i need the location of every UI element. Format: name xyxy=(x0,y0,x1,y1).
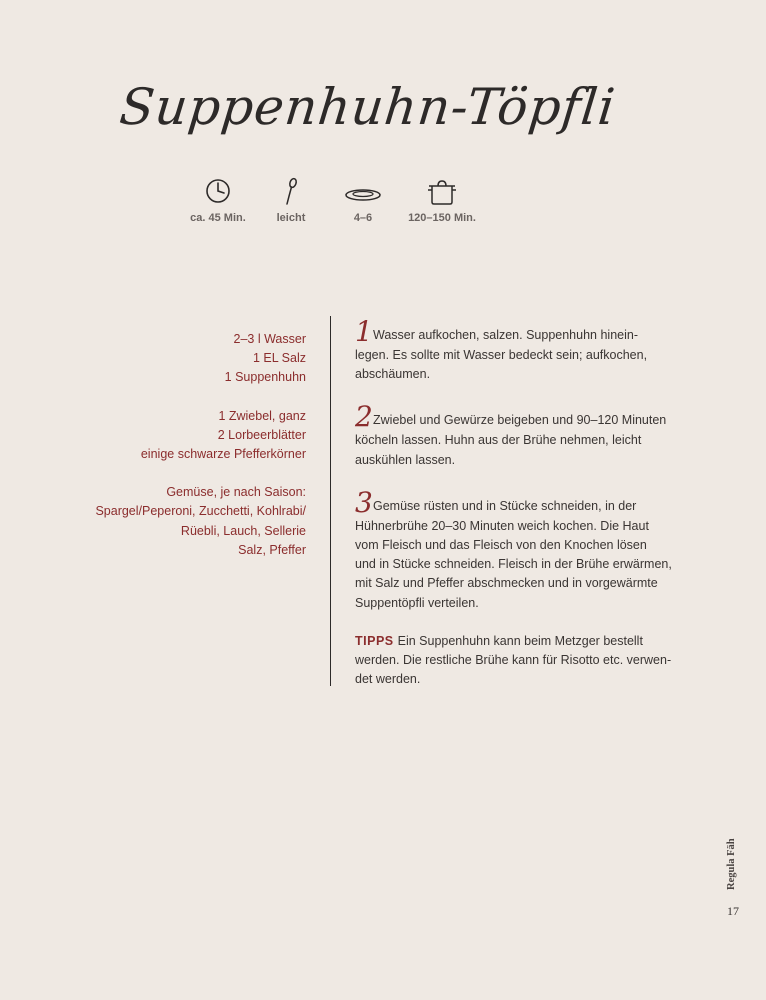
ingredient-group xyxy=(46,330,306,388)
step-number: 1 xyxy=(355,315,373,348)
tips-text: werden. Die restliche Brühe kann für Risotto etc. verwen- xyxy=(355,653,672,668)
step-3 xyxy=(355,485,695,613)
step-number: 3 xyxy=(355,485,373,519)
step-text: Suppentöpfli verteilen. xyxy=(355,595,479,610)
step-text: Hühnerbrühe 20–30 Minuten weich kochen. Die Haut xyxy=(355,518,649,533)
step-2 xyxy=(355,400,695,469)
tips-text: det werden. xyxy=(355,672,421,687)
step-text: Gemüse rüsten und in Stücke schneiden, in der xyxy=(373,498,637,513)
step-text: und in Stücke schneiden. Fleisch in der Brühe erwärmen, xyxy=(355,557,672,572)
step-text: köcheln lassen. Huhn aus der Brühe nehmen, leicht xyxy=(355,433,642,448)
plate-icon xyxy=(343,176,383,206)
ingredient: Rüebli, Lauch, Sellerie xyxy=(180,523,306,538)
step-1 xyxy=(355,315,695,384)
ingredient: 1 Zwiebel, ganz xyxy=(218,408,306,423)
step-text: auskühlen lassen. xyxy=(355,452,456,467)
meta-time-label: ca. 45 Min. xyxy=(190,212,246,224)
step-number: 2 xyxy=(355,400,373,434)
spoon-icon xyxy=(276,176,306,206)
clock-icon xyxy=(203,176,233,206)
meta-difficulty-label: leicht xyxy=(276,212,306,224)
meta-servings-label: 4–6 xyxy=(353,212,373,224)
step-text: abschäumen. xyxy=(355,367,431,382)
ingredient-group xyxy=(46,407,306,465)
step-text: mit Salz und Pfeffer abschmecken und in vorgewärmte xyxy=(355,576,658,591)
ingredient: 1 EL Salz xyxy=(252,351,306,366)
meta-total-time-label: 120–150 Min. xyxy=(408,212,476,224)
ingredient: 2 Lorbeerblätter xyxy=(217,427,306,442)
column-divider xyxy=(330,316,331,686)
tips-label: TIPPS xyxy=(355,633,394,648)
step-text: Zwiebel und Gewürze beigeben und 90–120 Minuten xyxy=(373,413,667,428)
meta-total-time xyxy=(402,176,482,224)
page-number: 17 xyxy=(727,904,739,918)
ingredient: 2–3 l Wasser xyxy=(233,332,306,346)
step-text: Wasser aufkochen, salzen. Suppenhuhn hinein- xyxy=(373,328,638,342)
ingredient-list xyxy=(46,330,306,579)
ingredient: Gemüse, je nach Saison: xyxy=(166,485,306,500)
meta-difficulty xyxy=(251,176,331,224)
tips-section xyxy=(355,632,695,690)
pot-icon xyxy=(422,176,462,206)
meta-time xyxy=(178,176,258,224)
photo-credit: Regula Fäh xyxy=(726,838,737,890)
tips-text: Ein Suppenhuhn kann beim Metzger bestellt xyxy=(397,633,643,648)
step-text: legen. Es sollte mit Wasser bedeckt sein; aufkochen, xyxy=(355,348,648,362)
ingredient: Spargel/Peperoni, Zucchetti, Kohlrabi/ xyxy=(95,504,306,519)
meta-servings xyxy=(323,176,403,224)
ingredient: 1 Suppenhuhn xyxy=(224,370,306,385)
ingredient-group xyxy=(46,483,306,560)
step-list xyxy=(355,315,695,708)
ingredient: Salz, Pfeffer xyxy=(238,542,306,557)
recipe-title: Suppenhuhn-Töpfli xyxy=(116,78,619,136)
step-text: vom Fleisch und das Fleisch von den Knochen lösen xyxy=(355,538,647,553)
ingredient: einige schwarze Pfefferkörner xyxy=(140,447,306,462)
